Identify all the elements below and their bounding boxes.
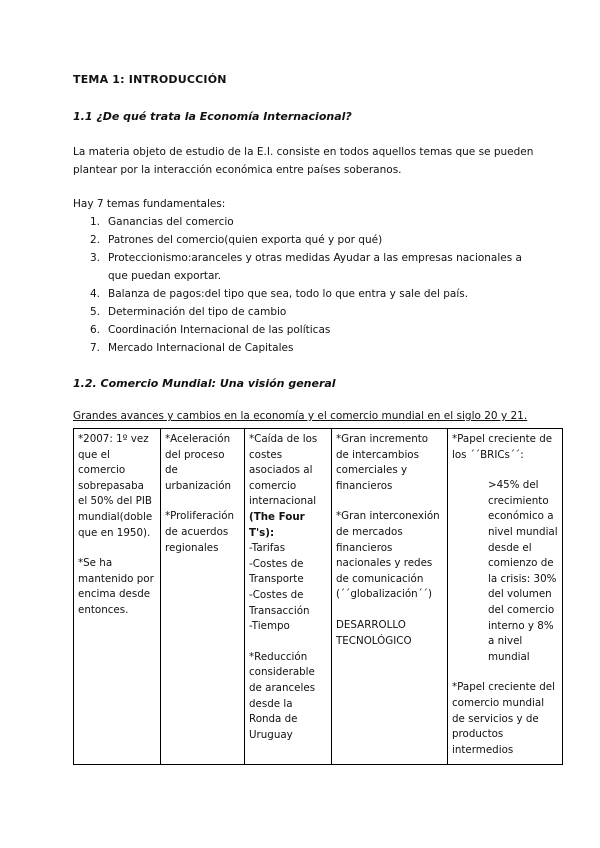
list-item: 2. Patrones del comercio(quien exporta qué y por qué) — [90, 234, 383, 246]
table-cell-brics: *Papel creciente de los ´´BRICs´´: >45% del crecimiento económico a nivel mundial desde el comienzo de la crisis: 30% del volumen del comercio interno y 8% a nivel mundial *Papel creciente del comercio mundial de servicios y de productos intermedios — [448, 429, 563, 765]
page-title: TEMA 1: INTRODUCCIÓN — [73, 73, 227, 86]
table-row — [74, 429, 563, 765]
list-item: 1. Ganancias del comercio — [90, 216, 234, 228]
topics-list — [73, 213, 543, 357]
section-heading-1-1: 1.1 ¿De qué trata la Economía Internacional? — [73, 110, 352, 123]
table-cell-globalization: *Gran incremento de intercambios comerciales y financieros *Gran interconexión de mercados financieros nacionales y redes de comunicación (´´globalización´´) DESARROLLO TECNOLÓGICO — [332, 429, 448, 765]
overview-table — [73, 428, 563, 765]
table-cell-trade-share: *2007: 1º vez que el comercio sobrepasaba el 50% del PIB mundial(doble que en 1950). *Se ha mantenido por encima desde entonces. — [74, 429, 161, 765]
list-intro: Hay 7 temas fundamentales: — [73, 198, 226, 210]
list-item: 4. Balanza de pagos:del tipo que sea, todo lo que entra y sale del país. — [90, 288, 469, 300]
table-caption: Grandes avances y cambios en la economía y el comercio mundial en el siglo 20 y 21. — [73, 410, 528, 422]
list-item: 3. Proteccionismo:aranceles y otras medidas Ayudar a las empresas nacionales a que puedan exportar. — [90, 252, 522, 282]
intro-paragraph: La materia objeto de estudio de la E.I. consiste en todos aquellos temas que se pueden plantear por la interacción económica entre países soberanos. — [73, 146, 534, 176]
table-cell-trade-costs: *Caída de los costes asociados al comercio internacional (The Four T's): -Tarifas -Costes de Transporte -Costes de Transacción -Tiempo *Reducción considerable de aranceles desde la Ronda de Uruguay — [245, 429, 332, 765]
table-cell-urbanization: *Aceleración del proceso de urbanización *Proliferación de acuerdos regionales — [161, 429, 245, 765]
list-item: 6. Coordinación Internacional de las políticas — [90, 324, 331, 336]
section-heading-1-2: 1.2. Comercio Mundial: Una visión general — [73, 377, 336, 390]
list-item: 7. Mercado Internacional de Capitales — [90, 342, 294, 354]
list-item: 5. Determinación del tipo de cambio — [90, 306, 287, 318]
